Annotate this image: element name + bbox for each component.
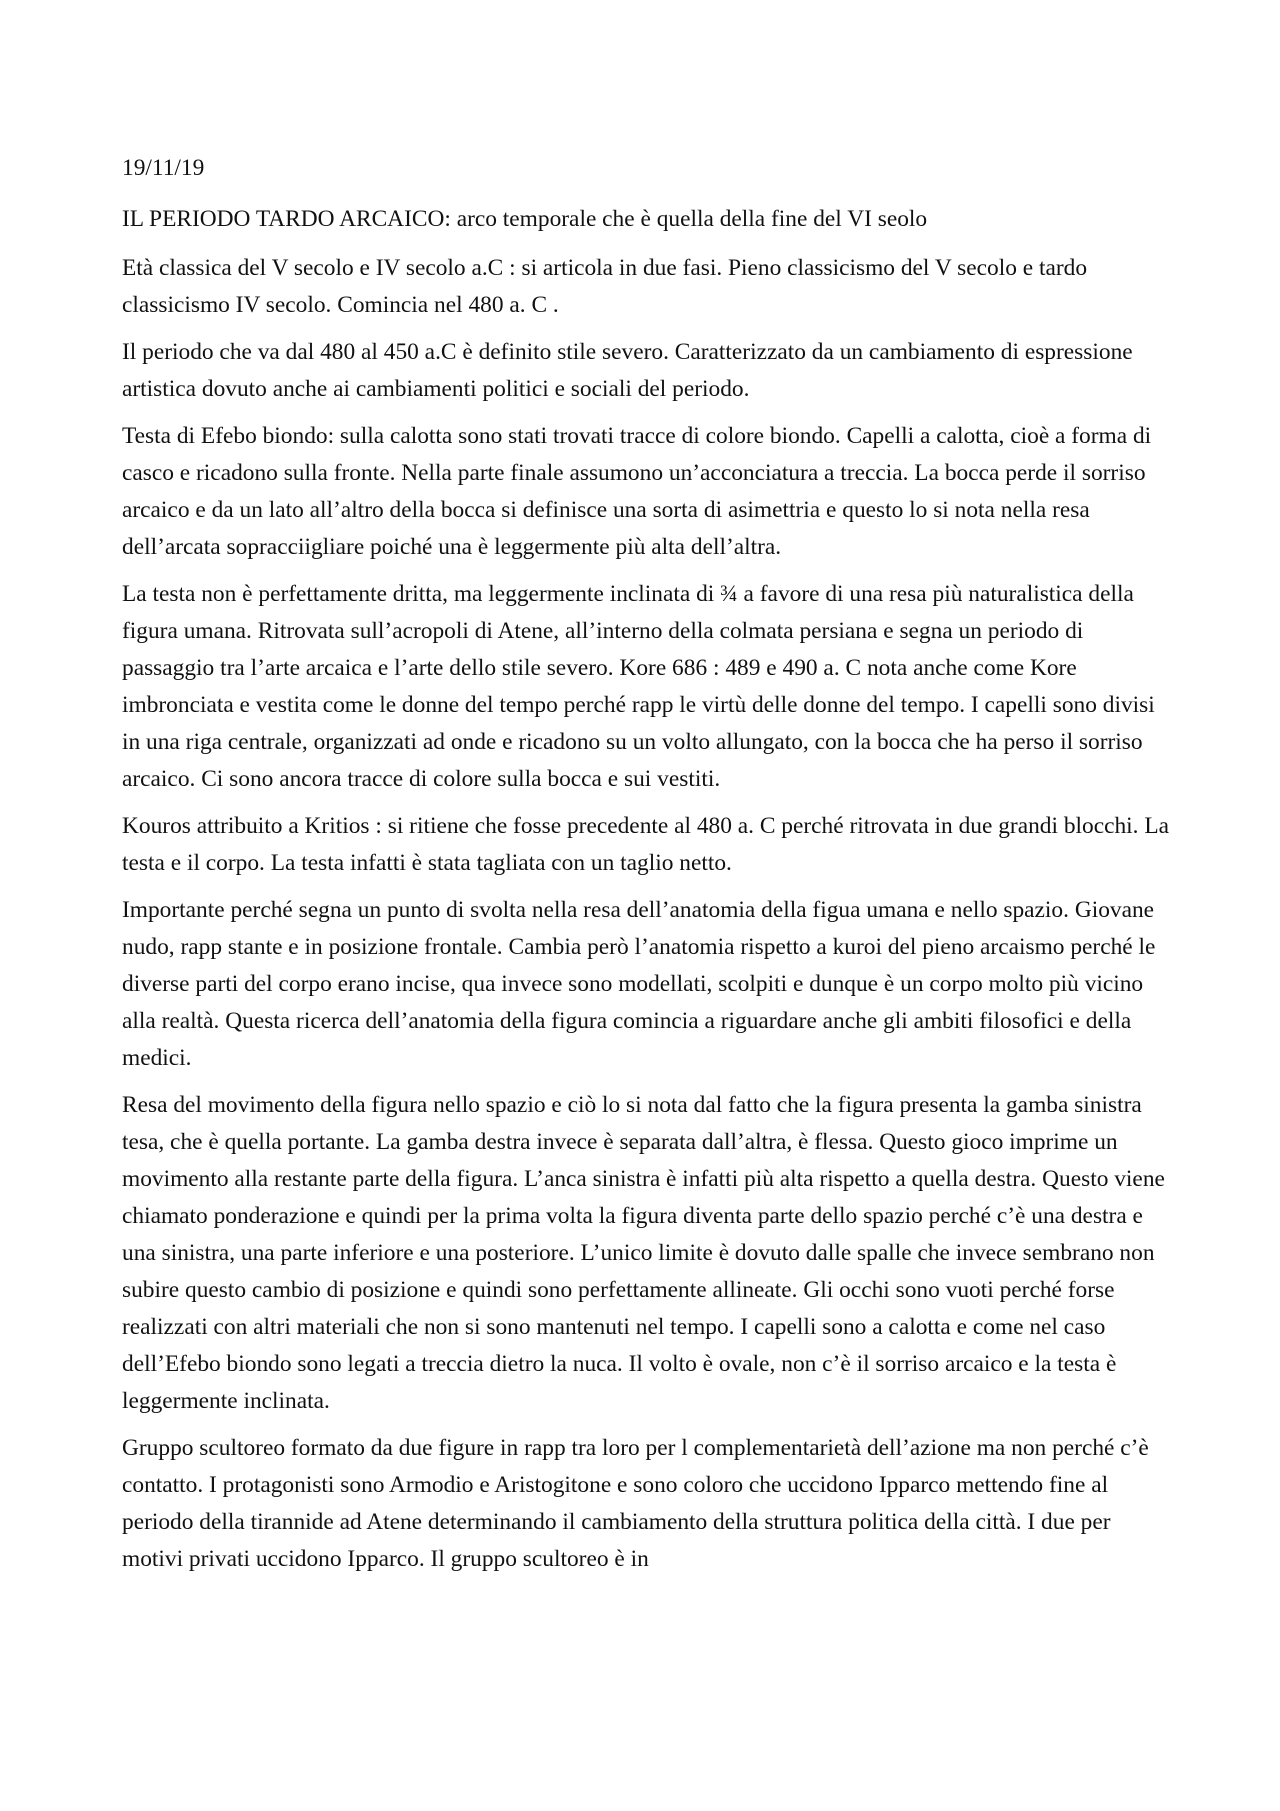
paragraph-movement: Resa del movimento della figura nello spazio e ciò lo si nota dal fatto che la figura presenta la gamba sinistra tesa, che è quella portante. La gamba destra invece è separata dall’altra, è flessa. Questo gioco imprime un movimento alla restante parte della figura. L’anca sinistra è infatti più alta rispetto a quella destra. Questo viene chiamato ponderazione e quindi per la prima volta la figura diventa parte dello spazio perché c’è una destra e una sinistra, una parte inferiore e una posteriore. L’unico limite è dovuto dalle spalle che invece sembrano non subire questo cambio di posizione e quindi sono perfettamente allineate. Gli occhi sono vuoti perché forse realizzati con altri materiali che non si sono mantenuti nel tempo. I capelli sono a calotta e come nel caso dell’Efebo biondo sono legati a treccia dietro la nuca. Il volto è ovale, non c’è il sorriso arcaico e la testa è leggermente inclinata. — [122, 1092, 1165, 1414]
paragraph-classical-age: Età classica del V secolo e IV secolo a.C : si articola in due fasi. Pieno classicismo del V secolo e tardo classicismo IV secolo. Comincia nel 480 a. C . — [122, 255, 1088, 318]
paragraph-kritios-kouros: Kouros attribuito a Kritios : si ritiene che fosse precedente al 480 a. C perché ritrovata in due grandi blocchi. La testa e il corpo. La testa infatti è stata tagliata con un taglio netto. — [122, 813, 1170, 876]
document-page — [122, 150, 1172, 1588]
document-heading: IL PERIODO TARDO ARCAICO: arco temporale che è quella della fine del VI seolo — [122, 206, 928, 232]
paragraph-blond-ephebe: Testa di Efebo biondo: sulla calotta sono stati trovati tracce di colore biondo. Capelli a calotta, cioè a forma di casco e ricadono sulla fronte. Nella parte finale assumono un’acconciatura a treccia. La bocca perde il sorriso arcaico e da un lato all’altro della bocca si definisce una sorta di asimettria e questo lo si nota nella resa dell’arcata sopracciigliare poiché una è leggermente più alta dell’altra. — [122, 423, 1152, 560]
paragraph-anatomy: Importante perché segna un punto di svolta nella resa dell’anatomia della figua umana e nello spazio. Giovane nudo, rapp stante e in posizione frontale. Cambia però l’anatomia rispetto a kuroi del pieno arcaismo perché le diverse parti del corpo erano incise, qua invece sono modellati, scolpiti e dunque è un corpo molto più vicino alla realtà. Questa ricerca dell’anatomia della figura comincia a riguardare anche gli ambiti filosofici e della medici. — [122, 897, 1156, 1071]
paragraph-severe-style: Il periodo che va dal 480 al 450 a.C è definito stile severo. Caratterizzato da un cambiamento di espressione artistica dovuto anche ai cambiamenti politici e sociali del periodo. — [122, 339, 1133, 402]
document-date: 19/11/19 — [122, 155, 205, 181]
paragraph-head-kore: La testa non è perfettamente dritta, ma leggermente inclinata di ¾ a favore di una resa più naturalistica della figura umana. Ritrovata sull’acropoli di Atene, all’interno della colmata persiana e segna un periodo di passaggio tra l’arte arcaica e l’arte dello stile severo. Kore 686 : 489 e 490 a. C nota anche come Kore imbronciata e vestita come le donne del tempo perché rapp le virtù delle donne del tempo. I capelli sono divisi in una riga centrale, organizzati ad onde e ricadono su un volto allungato, con la bocca che ha perso il sorriso arcaico. Ci sono ancora tracce di colore sulla bocca e sui vestiti. — [122, 581, 1155, 792]
paragraph-sculpture-group: Gruppo scultoreo formato da due figure in rapp tra loro per l complementarietà dell’azione ma non perché c’è contatto. I protagonisti sono Armodio e Aristogitone e sono coloro che uccidono Ipparco mettendo fine al periodo della tirannide ad Atene determinando il cambiamento della struttura politica della città. I due per motivi privati uccidono Ipparco. Il gruppo scultoreo è in — [122, 1435, 1149, 1572]
